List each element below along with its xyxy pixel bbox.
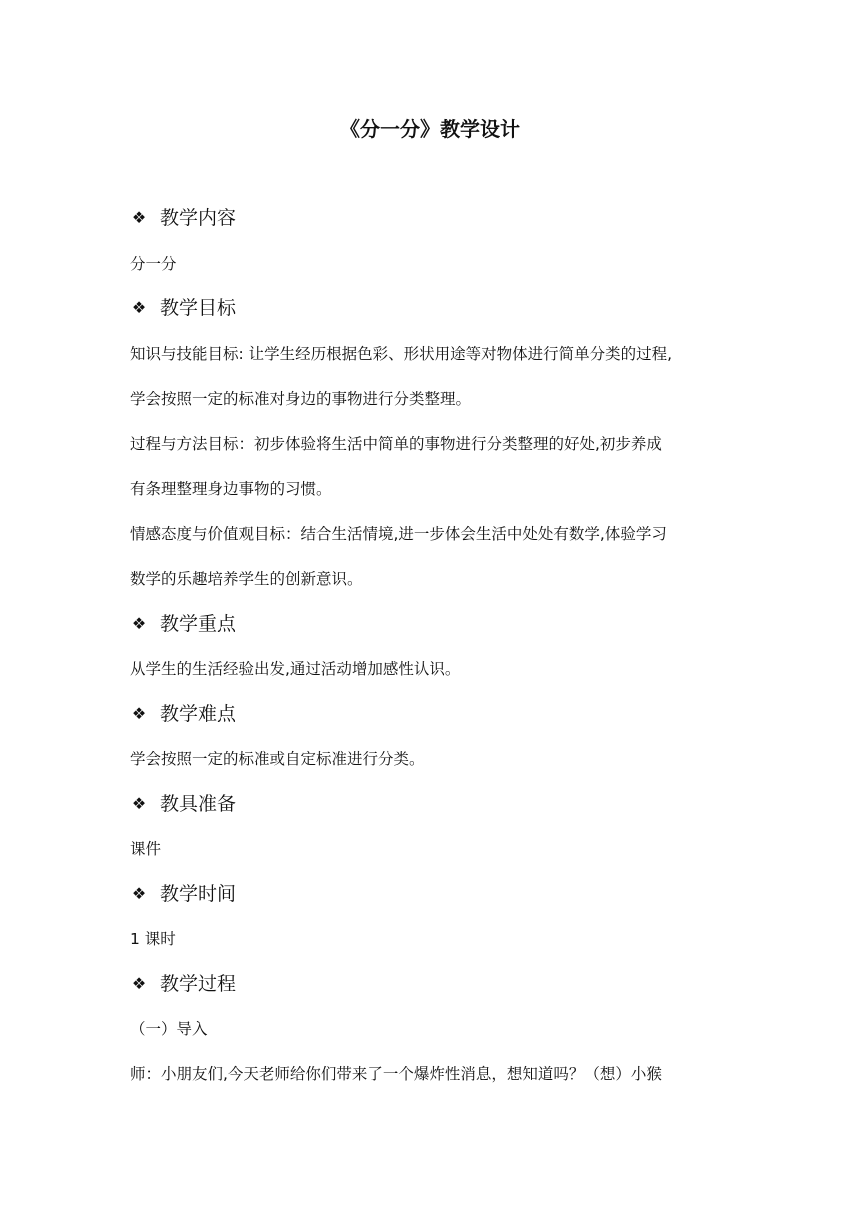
section-heading-materials [130, 791, 740, 817]
section-heading-text: 教具准备 [160, 793, 237, 815]
section-heading-difficulties [130, 701, 740, 727]
paragraph-line: 师：小朋友们,今天老师给你们带来了一个爆炸性消息，想知道吗？（想）小猴 [130, 1065, 662, 1083]
diamond-bullet-icon: ❖ [131, 794, 147, 813]
section-heading-content [130, 205, 740, 231]
section-heading-text: 教学内容 [160, 207, 237, 229]
diamond-bullet-icon: ❖ [131, 614, 147, 633]
diamond-bullet-icon: ❖ [131, 208, 147, 227]
section-heading-text: 教学目标 [160, 297, 237, 319]
paragraph-line: （一）导入 [130, 1020, 208, 1038]
document-title: 《分一分》教学设计 [340, 117, 520, 141]
section-heading-text: 教学时间 [160, 883, 237, 905]
section-heading-text: 教学重点 [160, 613, 237, 635]
paragraph-line: 学会按照一定的标准或自定标准进行分类。 [130, 750, 425, 768]
paragraph-line: 从学生的生活经验出发,通过活动增加感性认识。 [130, 660, 461, 678]
diamond-bullet-icon: ❖ [131, 974, 147, 993]
paragraph-line: 1 课时 [130, 930, 176, 948]
diamond-bullet-icon: ❖ [131, 884, 147, 903]
paragraph-line: 过程与方法目标：初步体验将生活中简单的事物进行分类整理的好处,初步养成 [130, 435, 662, 453]
diamond-bullet-icon: ❖ [131, 704, 147, 723]
section-heading-text: 教学难点 [160, 703, 237, 725]
paragraph-line: 分一分 [130, 255, 177, 273]
section-heading-process [130, 971, 740, 997]
paragraph-line: 情感态度与价值观目标：结合生活情境,进一步体会生活中处处有数学,体验学习 [130, 525, 667, 543]
section-heading-time [130, 881, 740, 907]
section-heading-objectives [130, 295, 740, 321]
section-heading-text: 教学过程 [160, 973, 237, 995]
paragraph-line: 有条理整理身边事物的习惯。 [130, 480, 332, 498]
paragraph-line: 数学的乐趣培养学生的创新意识。 [130, 570, 363, 588]
diamond-bullet-icon: ❖ [131, 298, 147, 317]
paragraph-line: 课件 [130, 840, 162, 858]
paragraph-line: 学会按照一定的标准对身边的事物进行分类整理。 [130, 390, 472, 408]
paragraph-line: 知识与技能目标: 让学生经历根据色彩、形状用途等对物体进行简单分类的过程, [130, 345, 673, 363]
section-heading-key-points [130, 611, 740, 637]
